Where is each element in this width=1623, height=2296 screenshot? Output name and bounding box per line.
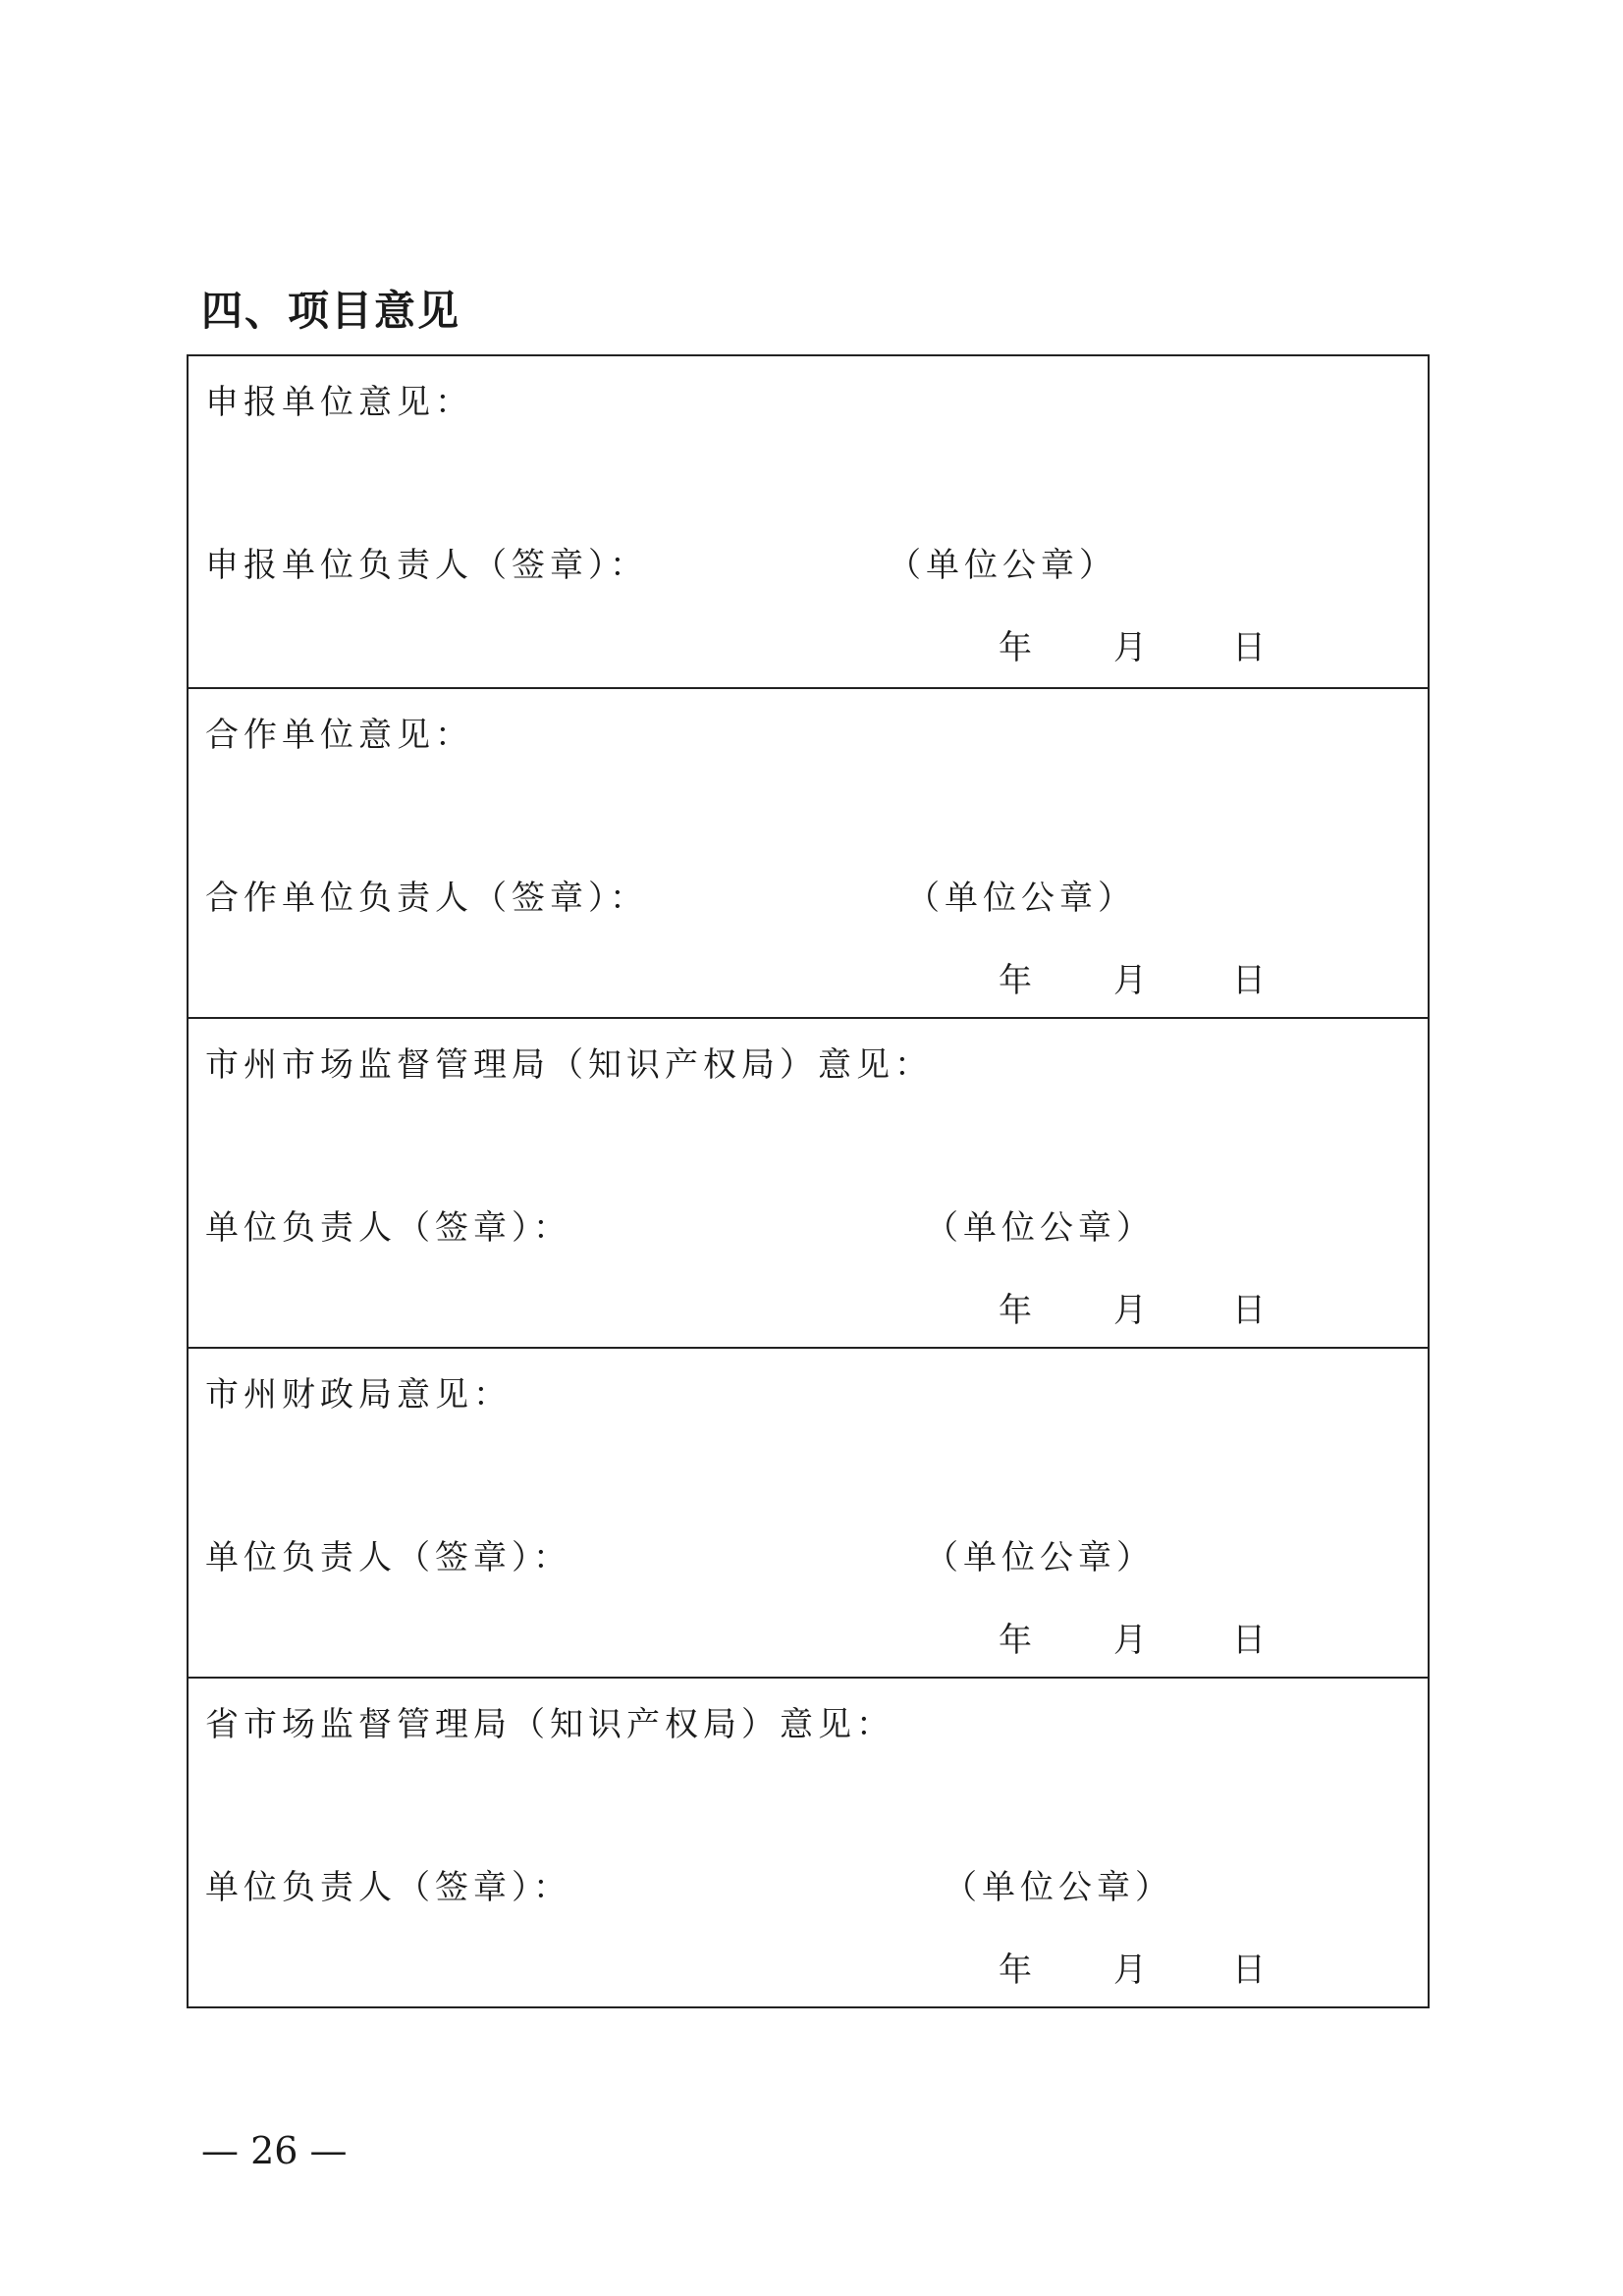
date-month: 月 [1113, 1950, 1147, 1990]
date-day: 日 [1232, 628, 1266, 667]
date-month: 月 [1113, 1621, 1147, 1660]
opinion-block-partner [189, 687, 1428, 1017]
date-month: 月 [1113, 961, 1147, 1000]
date-year: 年 [999, 1621, 1032, 1660]
opinion-label: 市州财政局意见： [205, 1375, 512, 1415]
signer-label: 单位负责人（签章）： [205, 1868, 571, 1907]
signer-label: 申报单位负责人（签章）： [205, 546, 648, 585]
seal-label: （单位公章） [888, 546, 1117, 585]
page-number: — 26 — [201, 2129, 348, 2172]
date-month: 月 [1113, 628, 1147, 667]
date-day: 日 [1232, 1950, 1266, 1990]
seal-label: （单位公章） [925, 1538, 1155, 1577]
date-year: 年 [999, 1291, 1032, 1330]
date-month: 月 [1113, 1291, 1147, 1330]
signer-label: 合作单位负责人（签章）： [205, 879, 648, 918]
opinion-block-city-market-bureau [189, 1017, 1428, 1347]
opinion-label: 市州市场监督管理局（知识产权局）意见： [205, 1045, 933, 1085]
seal-label: （单位公章） [944, 1868, 1173, 1907]
opinion-label: 合作单位意见： [205, 716, 473, 755]
seal-label: （单位公章） [906, 879, 1136, 918]
opinion-block-applicant [189, 356, 1428, 687]
date-day: 日 [1232, 961, 1266, 1000]
date-day: 日 [1232, 1621, 1266, 1660]
section-title: 四、项目意见 [201, 287, 461, 335]
opinion-table [187, 354, 1430, 2008]
date-day: 日 [1232, 1291, 1266, 1330]
date-year: 年 [999, 961, 1032, 1000]
opinion-block-provincial-market-bureau [189, 1677, 1428, 2006]
opinion-block-city-finance-bureau [189, 1347, 1428, 1677]
seal-label: （单位公章） [925, 1208, 1155, 1248]
opinion-label: 申报单位意见： [205, 383, 473, 422]
signer-label: 单位负责人（签章）： [205, 1208, 571, 1248]
date-year: 年 [999, 1950, 1032, 1990]
date-year: 年 [999, 628, 1032, 667]
signer-label: 单位负责人（签章）： [205, 1538, 571, 1577]
opinion-label: 省市场监督管理局（知识产权局）意见： [205, 1705, 894, 1744]
